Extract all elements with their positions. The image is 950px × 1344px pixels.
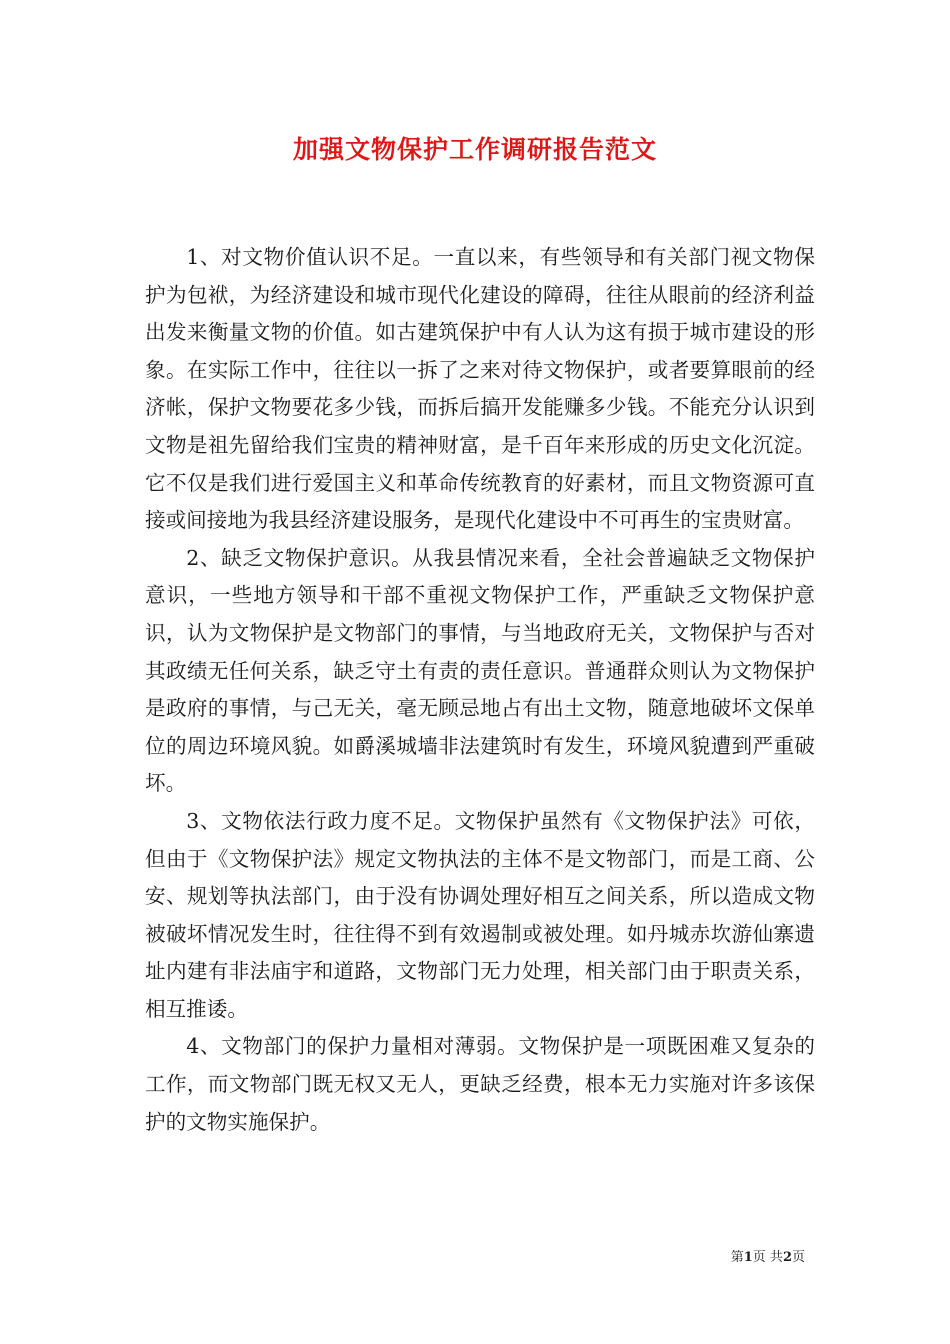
- paragraph-3: 3、文物依法行政力度不足。文物保护虽然有《文物保护法》可依，但由于《文物保护法》规定文物执法的主体不是文物部门，而是工商、公安、规划等执法部门，由于没有协调处理好相互之间关系，所以造成文物被破坏情况发生时，往往得不到有效遏制或被处理。如丹城赤坎游仙寨遗址内建有非法庙宇和道路，文物部门无力处理，相关部门由于职责关系，相互推诿。: [145, 808, 815, 1021]
- footer-prefix: 第: [730, 1250, 744, 1265]
- paragraph-2: 2、缺乏文物保护意识。从我县情况来看，全社会普遍缺乏文物保护意识，一些地方领导和干部不重视文物保护工作，严重缺乏文物保护意识，认为文物保护是文物部门的事情，与当地政府无关，文物保护与否对其政绩无任何关系，缺乏守土有责的责任意识。普通群众则认为文物保护是政府的事情，与己无关，毫无顾忌地占有出土文物，随意地破坏文保单位的周边环境风貌。如爵溪城墙非法建筑时有发生，环境风貌遭到严重破坏。: [145, 545, 815, 796]
- document-body: [145, 239, 815, 1141]
- paragraph-4: 4、文物部门的保护力量相对薄弱。文物保护是一项既困难又复杂的工作，而文物部门既无权又无人，更缺乏经费，根本无力实施对许多该保护的文物实施保护。: [145, 1034, 815, 1134]
- footer-suffix: 页: [791, 1250, 805, 1265]
- paragraph-1: 1、对文物价值认识不足。一直以来，有些领导和有关部门视文物保护为包袱，为经济建设和城市现代化建设的障碍，往往从眼前的经济利益出发来衡量文物的价值。如古建筑保护中有人认为这有损于城市建设的形象。在实际工作中，往往以一拆了之来对待文物保护，或者要算眼前的经济帐，保护文物要花多少钱，而拆后搞开发能赚多少钱。不能充分认识到文物是祖先留给我们宝贵的精神财富，是千百年来形成的历史文化沉淀。它不仅是我们进行爱国主义和革命传统教育的好素材，而且文物资源可直接或间接地为我县经济建设服务，是现代化建设中不可再生的宝贵财富。: [145, 245, 815, 533]
- current-page-number: 1: [743, 1250, 753, 1265]
- total-page-number: 2: [782, 1250, 792, 1265]
- page-title: 加强文物保护工作调研报告范文: [292, 135, 657, 164]
- footer-middle: 页 共: [752, 1250, 783, 1265]
- page-footer: [731, 1249, 805, 1267]
